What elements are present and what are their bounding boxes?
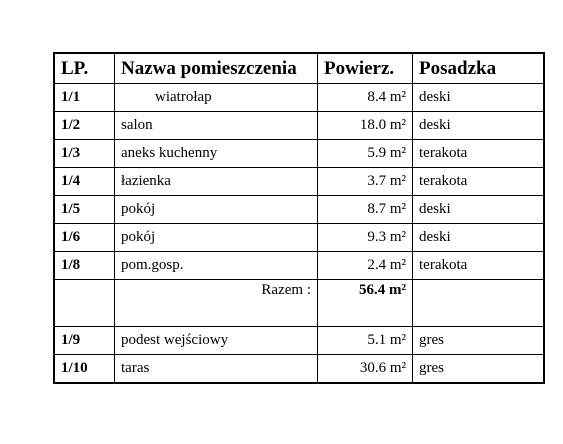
cell-floor: terakota <box>413 140 545 168</box>
cell-lp: 1/10 <box>54 355 115 384</box>
cell-lp: 1/5 <box>54 196 115 224</box>
cell-area: 9.3 m² <box>318 224 413 252</box>
total-empty-floor <box>413 280 545 327</box>
cell-name: salon <box>115 112 318 140</box>
cell-lp: 1/1 <box>54 84 115 112</box>
total-label: Razem : <box>115 280 318 327</box>
cell-lp: 1/2 <box>54 112 115 140</box>
cell-floor: deski <box>413 196 545 224</box>
cell-area: 8.4 m² <box>318 84 413 112</box>
header-row <box>54 53 544 84</box>
cell-floor: gres <box>413 355 545 384</box>
cell-name: pokój <box>115 196 318 224</box>
cell-lp: 1/9 <box>54 327 115 355</box>
header-area: Powierz. <box>318 53 413 84</box>
header-lp: LP. <box>54 53 115 84</box>
rooms-table <box>53 52 545 384</box>
cell-floor: terakota <box>413 252 545 280</box>
cell-area: 5.9 m² <box>318 140 413 168</box>
cell-area: 18.0 m² <box>318 112 413 140</box>
cell-lp: 1/4 <box>54 168 115 196</box>
cell-floor: gres <box>413 327 545 355</box>
cell-area: 30.6 m² <box>318 355 413 384</box>
cell-name: podest wejściowy <box>115 327 318 355</box>
table-row <box>54 252 544 280</box>
cell-name: pom.gosp. <box>115 252 318 280</box>
cell-name: pokój <box>115 224 318 252</box>
table-row <box>54 355 544 384</box>
cell-floor: terakota <box>413 168 545 196</box>
cell-lp: 1/3 <box>54 140 115 168</box>
cell-lp: 1/8 <box>54 252 115 280</box>
total-row <box>54 280 544 327</box>
cell-area: 3.7 m² <box>318 168 413 196</box>
cell-area: 5.1 m² <box>318 327 413 355</box>
table-row <box>54 196 544 224</box>
cell-floor: deski <box>413 112 545 140</box>
cell-name: taras <box>115 355 318 384</box>
cell-lp: 1/6 <box>54 224 115 252</box>
header-name: Nazwa pomieszczenia <box>115 53 318 84</box>
table-row <box>54 168 544 196</box>
total-empty-lp <box>54 280 115 327</box>
table-row <box>54 112 544 140</box>
cell-name: łazienka <box>115 168 318 196</box>
table-row <box>54 224 544 252</box>
table-row <box>54 327 544 355</box>
cell-area: 8.7 m² <box>318 196 413 224</box>
cell-area: 2.4 m² <box>318 252 413 280</box>
cell-floor: deski <box>413 224 545 252</box>
total-value: 56.4 m² <box>318 280 413 327</box>
cell-name: wiatrołap <box>115 84 318 112</box>
table-row <box>54 140 544 168</box>
cell-name: aneks kuchenny <box>115 140 318 168</box>
header-floor: Posadzka <box>413 53 545 84</box>
table-row <box>54 84 544 112</box>
cell-floor: deski <box>413 84 545 112</box>
